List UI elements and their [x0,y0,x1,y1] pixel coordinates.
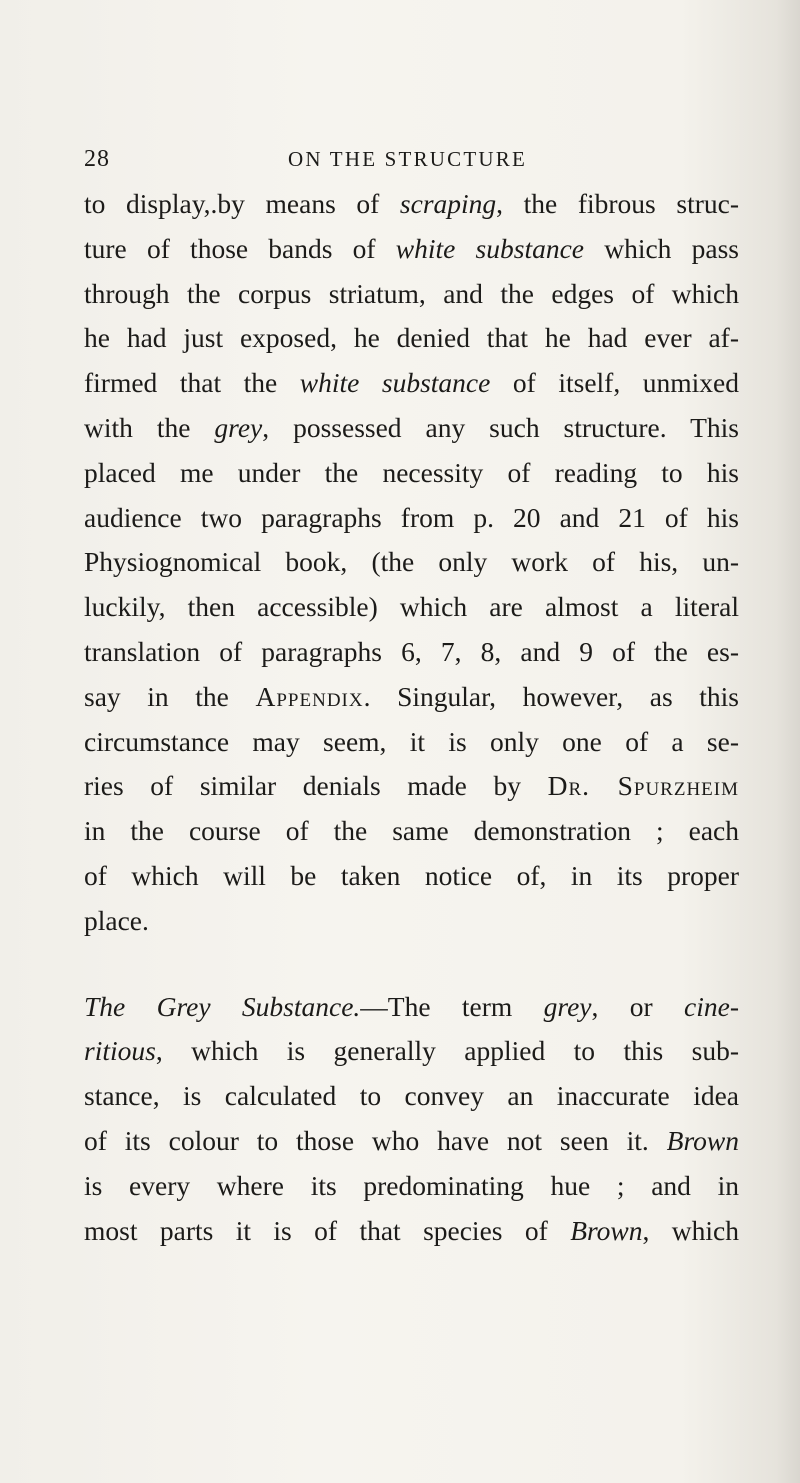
page-number: 28 [84,146,110,172]
text-line: stance, is calculated to convey an inaccurate idea [84,1080,739,1112]
body-text [84,182,739,1253]
page-header [84,146,710,186]
text-line: of its colour to those who have not seen it. Brown [84,1124,739,1156]
text-line: ture of those bands of white substance which pass [84,232,739,264]
text-line: firmed that the white substance of itself, unmixed [84,367,739,399]
text-line: of which will be taken notice of, in its proper [84,859,739,891]
text-line: he had just exposed, he denied that he had ever af- [84,322,739,354]
paragraph-gap [84,944,739,985]
running-head: ON THE STRUCTURE [288,147,527,171]
text-line: ries of similar denials made by Dr. Spurzheim [84,770,739,802]
text-line: most parts it is of that species of Brown, which [84,1214,739,1246]
text-line: is every where its predominating hue ; and in [84,1169,739,1201]
text-line: Physiognomical book, (the only work of his, un- [84,546,739,578]
text-line: translation of paragraphs 6, 7, 8, and 9 of the es- [84,635,739,667]
text-line: circumstance may seem, it is only one of a se- [84,725,739,757]
paragraph [84,985,739,1254]
text-line: audience two paragraphs from p. 20 and 21 of his [84,501,739,533]
text-line: luckily, then accessible) which are almost a literal [84,591,739,623]
paragraph [84,182,739,944]
text-line: ritious, which is generally applied to this sub- [84,1035,739,1067]
text-line: in the course of the same demonstration ; each [84,815,739,847]
text-line: placed me under the necessity of reading to his [84,456,739,488]
text-line: through the corpus striatum, and the edges of which [84,277,739,309]
text-line: say in the Appendix. Singular, however, as this [84,680,739,712]
text-line: The Grey Substance.—The term grey, or cine- [84,990,739,1022]
text-line: place. [84,904,149,936]
text-line: with the grey, possessed any such structure. This [84,411,739,443]
text-line: to display,.by means of scraping, the fibrous struc- [84,188,739,219]
